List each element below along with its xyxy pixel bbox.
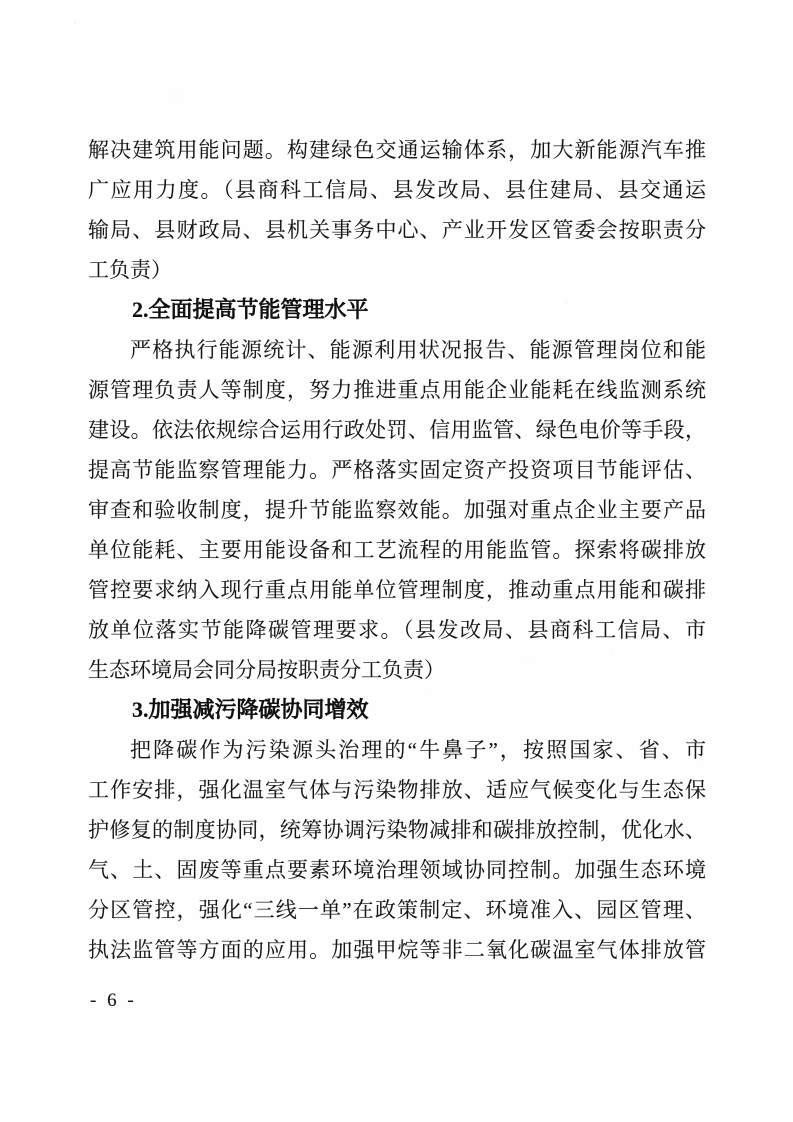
paragraph-pollution-carbon-synergy-line: 分区管控，强化“三线一单”在政策制定、环境准入、园区管理、 — [88, 898, 706, 922]
paragraph-green-transport-line: 输局、县财政局、县机关事务中心、产业开发区管委会按职责分 — [88, 218, 706, 242]
paragraph-pollution-carbon-synergy-line: 工作安排，强化温室气体与污染物排放、适应气候变化与生态保 — [88, 778, 706, 802]
paragraph-energy-management — [88, 330, 706, 690]
paragraph-pollution-carbon-synergy-line: 把降碳作为污染源头治理的“牛鼻子”，按照国家、省、市 — [130, 738, 706, 762]
paragraph-energy-management-line: 源管理负责人等制度，努力推进重点用能企业能耗在线监测系统 — [88, 378, 706, 402]
paragraph-pollution-carbon-synergy-line: 执法监管等方面的应用。加强甲烷等非二氧化碳温室气体排放管 — [88, 938, 706, 962]
document-body — [88, 130, 706, 970]
paragraph-green-transport-line: 解决建筑用能问题。构建绿色交通运输体系，加大新能源汽车推 — [88, 138, 706, 162]
paragraph-pollution-carbon-synergy — [88, 730, 706, 970]
paragraph-energy-management-line: 生态环境局会同分局按职责分工负责） — [88, 658, 445, 682]
paragraph-energy-management-line: 严格执行能源统计、能源利用状况报告、能源管理岗位和能 — [130, 338, 706, 362]
paragraph-energy-management-line: 审查和验收制度，提升节能监察效能。加强对重点企业主要产品 — [88, 498, 706, 522]
paragraph-pollution-carbon-synergy-line: 护修复的制度协同，统筹协调污染物减排和碳排放控制，优化水、 — [88, 818, 706, 842]
heading-2-energy-management — [88, 290, 706, 330]
paragraph-energy-management-line: 管控要求纳入现行重点用能单位管理制度，推动重点用能和碳排 — [88, 578, 706, 602]
paragraph-energy-management-line: 放单位落实节能降碳管理要求。（县发改局、县商科工信局、市 — [88, 618, 706, 642]
paragraph-green-transport-line: 广应用力度。（县商科工信局、县发改局、县住建局、县交通运 — [88, 178, 706, 202]
heading-3-pollution-carbon-synergy — [88, 690, 706, 730]
page-number: - 6 - — [90, 990, 137, 1011]
paragraph-green-transport-line: 工负责） — [88, 258, 172, 282]
paragraph-energy-management-line: 提高节能监察管理能力。严格落实固定资产投资项目节能评估、 — [88, 458, 706, 482]
paragraph-green-transport — [88, 130, 706, 290]
heading-2-energy-management-line: 2.全面提高节能管理水平 — [132, 297, 369, 322]
paragraph-energy-management-line: 建设。依法依规综合运用行政处罚、信用监管、绿色电价等手段， — [88, 418, 706, 442]
heading-3-pollution-carbon-synergy-line: 3.加强减污降碳协同增效 — [132, 697, 369, 722]
paragraph-pollution-carbon-synergy-line: 气、土、固废等重点要素环境治理领域协同控制。加强生态环境 — [88, 858, 706, 882]
paragraph-energy-management-line: 单位能耗、主要用能设备和工艺流程的用能监管。探索将碳排放 — [88, 538, 706, 562]
